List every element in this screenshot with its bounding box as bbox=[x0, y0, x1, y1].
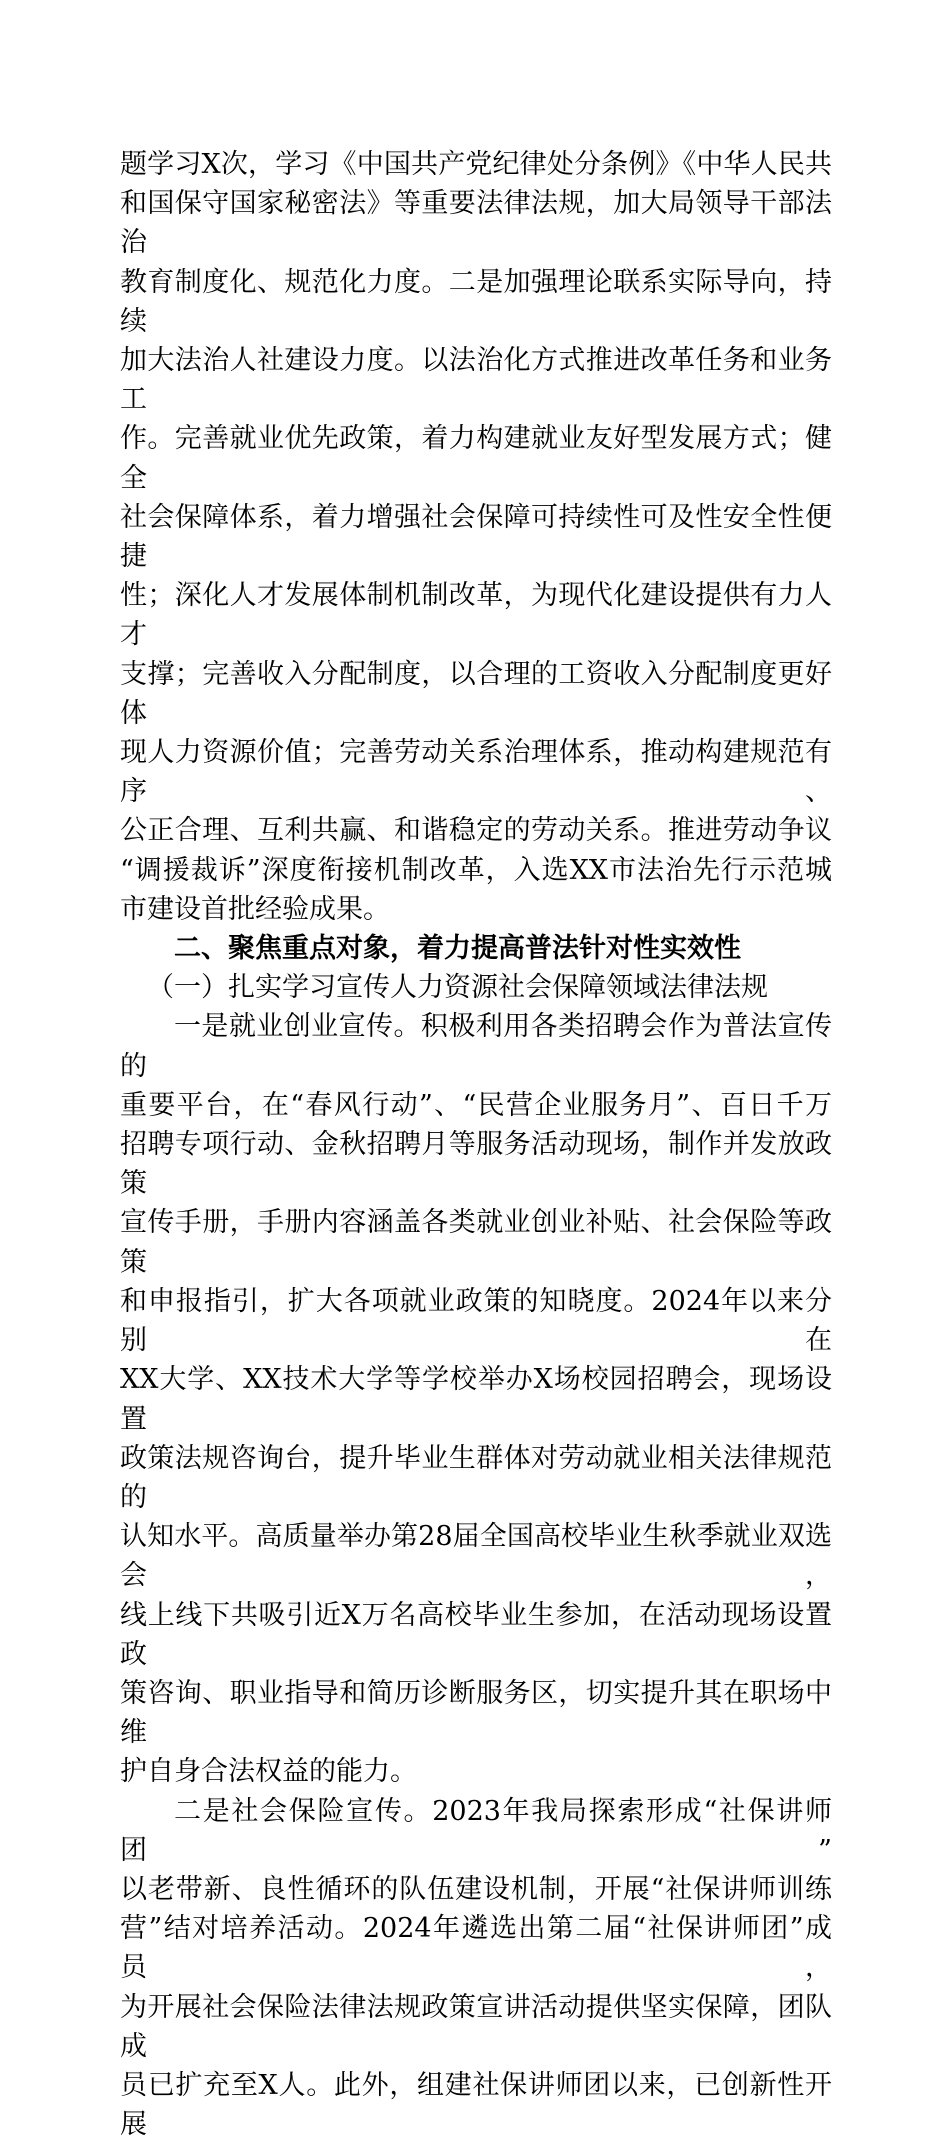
text-line: 招聘专项行动、金秋招聘月等服务活动现场，制作并发放政策 bbox=[120, 1129, 832, 1200]
document-body bbox=[120, 145, 832, 2144]
text-line: 公正合理、互利共赢、和谐稳定的劳动关系。推进劳动争议 bbox=[120, 815, 832, 847]
text-line: XX大学、XX技术大学等学校举办X场校园招聘会，现场设置 bbox=[120, 1364, 832, 1435]
text-line: 加大法治人社建设力度。以法治化方式推进改革任务和业务工 bbox=[120, 345, 832, 416]
text-line: 和申报指引，扩大各项就业政策的知晓度。2024年以来分别在 bbox=[120, 1285, 832, 1357]
text-line: 为开展社会保险法律法规政策宣讲活动提供坚实保障，团队成 bbox=[120, 1991, 832, 2062]
text-line: 一是就业创业宣传。积极利用各类招聘会作为普法宣传的 bbox=[120, 1011, 832, 1082]
text-line: 支撑；完善收入分配制度，以合理的工资收入分配制度更好体 bbox=[120, 658, 832, 729]
paragraph-social-insurance-publicity bbox=[120, 1792, 832, 2144]
text-line: 市建设首批经验成果。 bbox=[120, 893, 390, 925]
text-line: 和国保守国家秘密法》等重要法律法规，加大局领导干部法治 bbox=[120, 188, 832, 259]
text-line: 题学习X次，学习《中国共产党纪律处分条例》《中华人民共 bbox=[120, 149, 832, 180]
text-line: 二是社会保险宣传。2023年我局探索形成“社保讲师团” bbox=[120, 1795, 832, 1866]
text-line: 性；深化人才发展体制机制改革，为现代化建设提供有力人才 bbox=[120, 580, 832, 651]
text-line: 策咨询、职业指导和简历诊断服务区，切实提升其在职场中维 bbox=[120, 1677, 832, 1749]
text-line: 社会保障体系，着力增强社会保障可持续性可及性安全性便捷 bbox=[120, 501, 832, 573]
text-line: 认知水平。高质量举办第28届全国高校毕业生秋季就业双选会， bbox=[120, 1521, 832, 1592]
text-line: “调援裁诉”深度衔接机制改革，入选XX市法治先行示范城 bbox=[120, 854, 832, 886]
text-line: 线上线下共吸引近X万名高校毕业生参加，在活动现场设置政 bbox=[120, 1599, 832, 1670]
text-line: 以老带新、良性循环的队伍建设机制，开展“社保讲师训练 bbox=[120, 1873, 832, 1905]
text-line: 营”结对培养活动。2024年遴选出第二届“社保讲师团”成员， bbox=[120, 1913, 832, 1984]
text-line: 护自身合法权益的能力。 bbox=[120, 1756, 417, 1788]
text-line: 政策法规咨询台，提升毕业生群体对劳动就业相关法律规范的 bbox=[120, 1442, 832, 1513]
paragraph-employment-publicity bbox=[120, 1007, 832, 1791]
text-line: 宣传手册，手册内容涵盖各类就业创业补贴、社会保险等政策 bbox=[120, 1207, 832, 1278]
paragraph-legal-education bbox=[120, 145, 832, 929]
text-line: 员已扩充至X人。此外，组建社保讲师团以来，已创新性开展 bbox=[120, 2069, 832, 2141]
text-line: 重要平台，在“春风行动”、“民营企业服务月”、百日千万 bbox=[120, 1089, 832, 1121]
subsection-heading: （一）扎实学习宣传人力资源社会保障领域法律法规 bbox=[147, 972, 768, 1004]
text-line: 作。完善就业优先政策，着力构建就业友好型发展方式；健全 bbox=[120, 423, 832, 494]
text-line: 现人力资源价值；完善劳动关系治理体系，推动构建规范有序、 bbox=[120, 737, 832, 808]
text-line: 教育制度化、规范化力度。二是加强理论联系实际导向，持续 bbox=[120, 266, 832, 337]
section-heading: 二、聚焦重点对象，着力提高普法针对性实效性 bbox=[174, 933, 741, 965]
